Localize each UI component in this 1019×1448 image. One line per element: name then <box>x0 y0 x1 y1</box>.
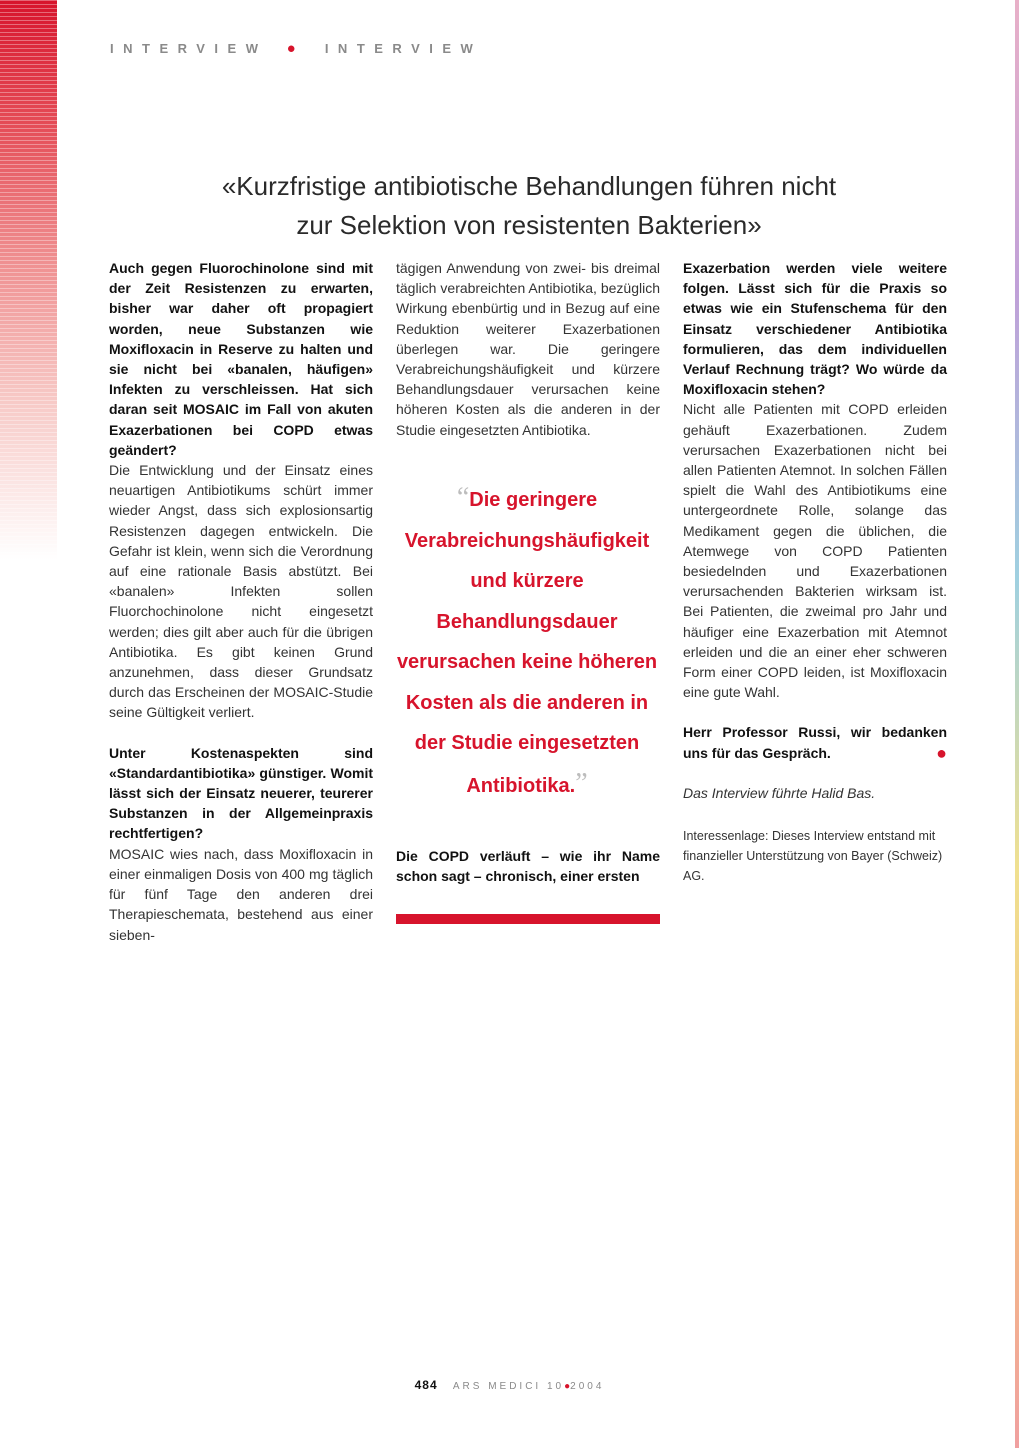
question-3-continued: Exazerbation werden viele weitere folgen. Lässt sich für die Praxis so etwas wie ein Stufenschema für den Einsatz verschiedener Antibiotika formulieren, das dem individuellen Verlauf Rechnung trägt? Wo würde da Moxifloxacin stehen? <box>683 260 947 398</box>
interest-disclosure: Interessenlage: Dieses Interview entstand mit finanzieller Unterstützung von Bayer (Schweiz) AG. <box>683 829 943 884</box>
closing-thanks <box>683 722 947 762</box>
decorative-side-band <box>0 0 57 560</box>
issue-year: 2004 <box>570 1381 605 1392</box>
bullet-dot-icon: ● <box>286 40 296 57</box>
question-1: Auch gegen Fluorochinolone sind mit der Zeit Resistenzen zu erwarten, bisher war daher oft propagiert worden, neue Substanzen wie Moxifloxacin in Reserve zu halten und sie nicht bei «banalen, häufigen» Infekten zu verschleissen. Hat sich daran seit MOSAIC im Fall von akuten Exazerbationen bei COPD etwas geändert? <box>109 260 373 458</box>
open-quote-mark: “ <box>456 482 470 513</box>
answer-2: MOSAIC wies nach, dass Moxifloxacin in einer einmaligen Dosis von 400 mg täglich für fünf Tage den anderen drei Therapieschemata, bestehend aus einer sieben- <box>109 845 373 943</box>
text-column-3 <box>683 258 947 803</box>
answer-2-continued: tägigen Anwendung von zwei- bis dreimal täglich verabreichten Antibiotika, bezüglich Wirkung ebenbürtig und in Bezug auf eine Reduktion weiterer Exazerbationen überlegen war. Die geringere Verabreichungshäufigkeit und kürzere Behandlungsdauer verursachen keine höheren Kosten als die anderen in der Studie eingesetzten Antibiotika. <box>396 260 660 438</box>
question-3-start <box>396 846 660 886</box>
paragraph-gap <box>109 723 373 743</box>
closing-thanks-text: Herr Professor Russi, wir bedanken uns für das Gespräch. <box>683 724 947 761</box>
title-line-1: «Kurzfristige antibiotische Behandlungen führen nicht <box>221 171 837 202</box>
text-column-2 <box>396 258 660 440</box>
decorative-right-edge <box>1015 0 1019 1448</box>
pull-quote-text: Die geringere Verabreichungshäufigkeit und kürzere Behandlungsdauer verursachen keine höheren Kosten als die anderen in der Studie eingesetzten Antibiotika. <box>396 489 658 797</box>
end-mark-dot-icon: ● <box>936 742 947 763</box>
red-divider-bar <box>396 914 660 924</box>
journal-name: ARS MEDICI 10 <box>452 1381 565 1392</box>
page-footer <box>0 1378 1019 1392</box>
page-number: 484 <box>414 1378 438 1392</box>
interview-byline: Das Interview führte Halid Bas. <box>683 784 876 801</box>
text-column-1 <box>109 258 373 945</box>
section-header-right: INTERVIEW <box>324 41 483 56</box>
answer-1: Die Entwicklung und der Einsatz eines neuartigen Antibiotikums schürt immer wieder Angst, dass sich explosionsartig Resistenzen dagegen entwickeln. Die Gefahr ist klein, wenn sich die Verordnung auf eine rationale Basis abstützt. Bei «banalen» Infekten sollen Fluorchochinolone nicht eingesetzt werden; dies gilt aber auch für die übrigen Antibiotika. Es gibt keinen Grund anzunehmen, dass dieser Grundsatz durch das Erscheinen der MOSAIC-Studie seine Gültigkeit verliert. <box>109 462 373 721</box>
section-header-left: INTERVIEW <box>110 41 268 56</box>
footer-dot-icon: ● <box>564 1381 571 1392</box>
answer-3: Nicht alle Patienten mit COPD erleiden gehäuft Exazerbationen. Zudem verursachen Exazerbationen nicht bei allen Patienten Atemnot. In solchen Fällen spielt die Wahl des Antibiotikums eine untergeordnete Rolle, solange das Medikament gegen die üblichen, die Atemwege von COPD Patienten besiedelnden und Exazerbationen verursachenden Bakterien wirksam ist. Bei Patienten, die zweimal pro Jahr und häufiger eine Exazerbation mit Atemnot erleiden und die an einer eher schweren Form einer COPD leiden, ist Moxifloxacin eine gute Wahl. <box>683 401 947 701</box>
paragraph-gap <box>683 763 947 783</box>
article-title <box>110 167 948 245</box>
pull-quote <box>394 478 660 806</box>
title-line-2: zur Selektion von resistenten Bakterien» <box>296 210 762 241</box>
question-2: Unter Kostenaspekten sind «Standardantibiotika» günstiger. Womit lässt sich der Einsatz neuerer, teurerer Substanzen in der Allgemeinpraxis rechtfertigen? <box>109 744 373 842</box>
close-quote-mark: ” <box>575 767 588 799</box>
section-header <box>110 40 482 57</box>
question-3-start-text: Die COPD verläuft – wie ihr Name schon sagt – chronisch, einer ersten <box>396 848 660 885</box>
paragraph-gap <box>683 702 947 722</box>
